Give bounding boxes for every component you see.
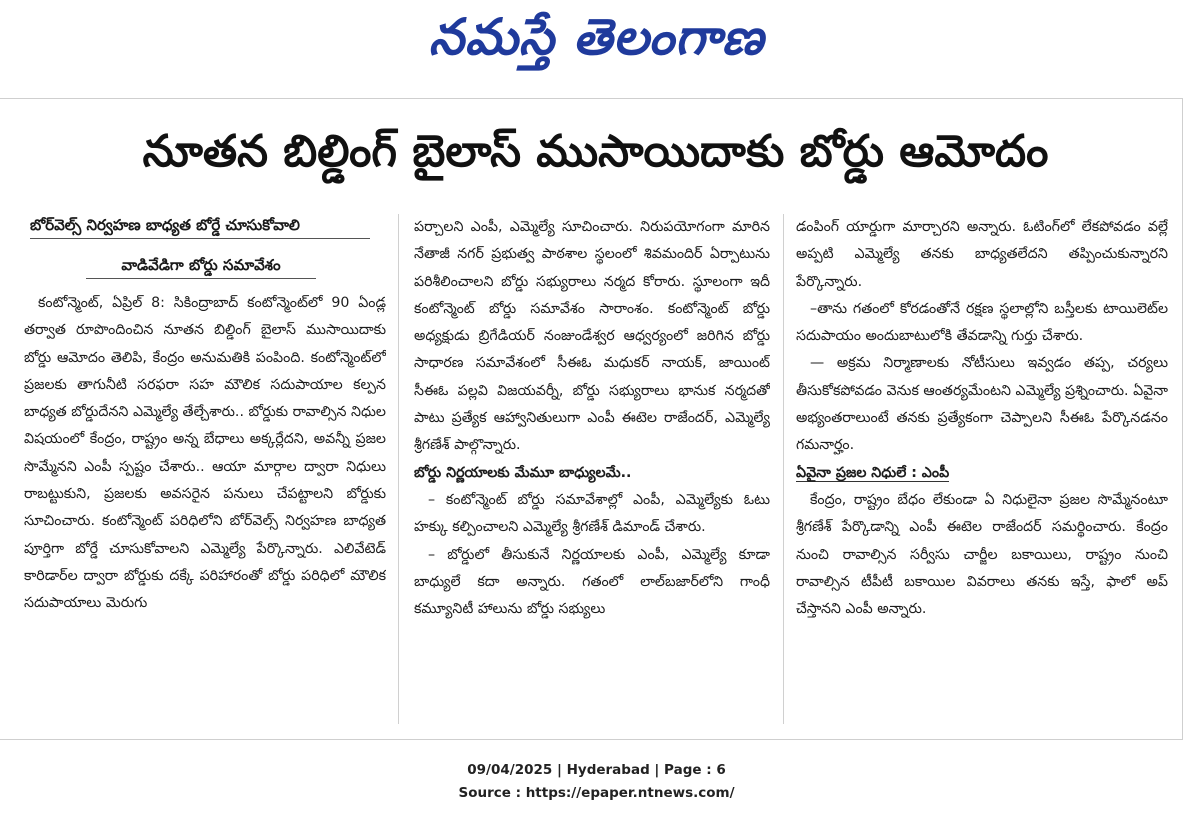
masthead [0,0,1193,76]
column-divider [398,214,399,724]
paragraph: కంటోన్మెంట్, ఏప్రిల్ 8: సికింద్రాబాద్ కంటోన్మెంట్‌లో 90 ఏండ్ల తర్వాత రూపొందించిన నూతన బిల్డింగ్ బైలాస్ ముసాయిదాకు బోర్డు ఆమోదం తెలిపి, కేంద్రం అనుమతికి పంపింది. కంటోన్మెంట్‌లో ప్రజలకు తాగునీటి సరఫరా సహ మౌలిక సదుపాయాల కల్పన బాధ్యత బోర్డుదేనని ఎమ్మెల్యే తేల్చేశారు.. బోర్డుకు రావాల్సిన నిధుల విషయంలో కేంద్రం, రాష్ట్రం అన్న బేధాలు అక్కర్లేదని, అవన్నీ ప్రజల సొమ్మేనని ఎంపీ స్పష్టం చేశారు.. ఆయా మార్గాల ద్వారా నిధులు రాబట్టుకుని, ప్రజలకు అవసరైన పనులు చేపట్టాలని బోర్డుకు సూచించారు. కంటోన్మెంట్ పరిధిలోని బోర్‌వెల్స్ నిర్వహణ బాధ్యత పూర్తిగా బోర్డే చూసుకోవాలని ఎమ్మెల్యే పేర్కొన్నారు. ఎలివేటెడ్ కారిడార్‌ల ద్వారా బోర్డుకు దక్కే పరిహారంతో బోర్డు పరిధిలో మౌలిక సదుపాయాలు మెరుగు [24,295,386,612]
newspaper-logo: నమస్తే తెలంగాణ [428,8,765,66]
paragraph: – కంటోన్మెంట్ బోర్డు సమావేశాల్లో ఎంపీ, ఎమ్మెల్యేకు ఓటు హక్కు కల్పించాలని ఎమ్మెల్యే శ్రీగణేశ్ డిమాండ్ చేశారు. [414,491,770,536]
paragraph: కేంద్రం, రాష్ట్రం బేధం లేకుండా ఏ నిధులైనా ప్రజల సొమ్మేనంటూ శ్రీగణేశ్ పేర్కొడాన్ని ఎంపీ ఈటెల రాజేందర్ సమర్థించారు. కేంద్రం నుంచి రావాల్సిన సర్వీసు చార్జీల బకాయిలు, రాష్ట్రం నుంచి రావాల్సిన టీపీటీ బకాయిల వివరాలు తనకు ఇస్తే, ఫాలో అప్ చేస్తానని ఎంపీ అన్నారు. [796,491,1168,618]
article-subhead-1: బోర్‌వెల్స్ నిర్వహణ బాధ్యత బోర్డే చూసుకోవాలి [30,214,370,239]
paragraph: — అక్రమ నిర్మాణాలకు నోటీసులు ఇవ్వడం తప్ప, చర్యలు తీసుకోకపోవడం వెనుక ఆంతర్యమేంటని ఎమ్మెల్యే ప్రశ్నించారు. ఏవైనా అభ్యంతరాలుంటే తనకు ప్రత్యేకంగా చెప్పాలని సీఈఓ పేర్కొనడనం గమనార్హం. [796,355,1168,454]
article-column-2 [414,214,770,730]
column-divider [783,214,784,724]
section-subheading: బోర్డు నిర్ణయాలకు మేమూ బాధ్యులమే.. [414,464,632,481]
paragraph: పర్చాలని ఎంపీ, ఎమ్మెల్యే సూచించారు. నిరుపయోగంగా మారిన నేతాజీ నగర్ ప్రభుత్వ పాఠశాల స్థలంలో శివమందిర్ ఏర్పాటును పరిశీలించాలని బోర్డు సభ్యురాలు నర్మద కోరారు. స్థూలంగా ఇదీ కంటోన్మెంట్ బోర్డు సమావేశం సారాంశం. కంటోన్మెంట్ బోర్డు అధ్యక్షుడు బ్రిగేడియర్ నంజుండేశ్వర ఆధ్వర్యంలో జరిగిన బోర్డు సాధారణ సమావేశంలో సీఈఓ మధుకర్ నాయక్, జాయింట్ సీఈఓ పల్లవి విజయవర్నీ, బోర్డు సభ్యురాలు భానుక నర్మదతో పాటు ప్రత్యేక ఆహ్వానితులుగా ఎంపీ ఈటెల రాజేందర్, ఎమ్మెల్యే శ్రీగణేశ్ పాల్గొన్నారు. [414,219,770,454]
paragraph: – బోర్డులో తీసుకునే నిర్ణయాలకు ఎంపీ, ఎమ్మెల్యే కూడా బాధ్యులే కదా అన్నారు. గతంలో లాల్‌బజార్‌లోని గాంధీ కమ్యూనిటీ హాలును బోర్డు సభ్యులు [414,546,770,618]
edition-info: 09/04/2025 | Hyderabad | Page : 6 [467,762,726,778]
section-subheading-text: ఏవైనా ప్రజల నిధులే : ఎంపీ [796,464,950,481]
paragraph: డంపింగ్ యార్డుగా మార్చారని అన్నారు. ఓటింగ్‌లో లేకపోవడం వల్లే అప్పటి ఎమ్మెల్యే తనకు బాధ్యతలేదని తప్పించుకున్నారని పేర్కొన్నారు. [796,219,1168,290]
article-subhead-2: వాడివేడిగా బోర్డు సమావేశం [86,254,316,279]
section-subheading [796,460,1168,487]
article-column-3 [796,214,1168,730]
article-headline: నూతన బిల్డింగ్ బైలాస్ ముసాయిదాకు బోర్డు ఆమోదం [142,126,1049,177]
paragraph: –తాను గతంలో కోరడంతోనే రక్షణ స్థలాల్లోని బస్తీలకు టాయిలెట్‌ల సదుపాయం అందుబాటులోకి తేవడాన్ని గుర్తు చేశారు. [796,300,1168,345]
source-link[interactable]: Source : https://epaper.ntnews.com/ [458,785,735,801]
article-column-1 [24,290,386,730]
